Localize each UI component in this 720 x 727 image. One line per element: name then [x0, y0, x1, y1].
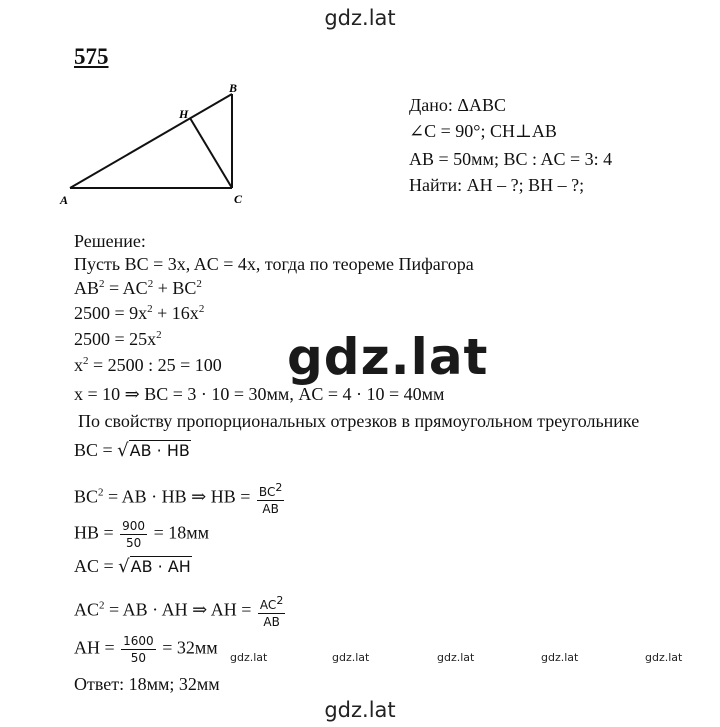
- label-h: H: [179, 107, 189, 121]
- solution-line-3: $2500 = 9x^2 + 16x^2$: [74, 303, 205, 323]
- watermark-top[interactable]: gdz.lat: [324, 6, 396, 30]
- answer-line: Ответ: 18мм; 32мм: [74, 674, 220, 694]
- label-c: C: [234, 192, 243, 206]
- given-line-3: AB = 50мм; BC : AC = 3: 4: [409, 149, 613, 169]
- formula-hb: $BC^2$ = AB · HB ⇒ HB = $\frac{BC^2}{AB}$: [74, 481, 283, 516]
- watermark-small-5[interactable]: gdz.lat: [645, 651, 683, 664]
- solution-line-4: $2500 = 25x^2$: [74, 329, 162, 349]
- watermark-small-1[interactable]: gdz.lat: [230, 651, 268, 664]
- formula-hb-value: HB = $\frac{900}{50}$ = 18мм: [74, 519, 209, 550]
- problem-number: 575: [74, 44, 109, 69]
- watermark-center[interactable]: gdz.lat: [287, 328, 489, 386]
- solution-heading: Решение:: [74, 231, 146, 251]
- side-ab: [70, 94, 232, 188]
- solution-line-2: $AB^2 = AC^2 + BC^2$: [74, 278, 202, 298]
- given-line-1: Дано: ΔABC: [409, 95, 506, 115]
- watermark-small-4[interactable]: gdz.lat: [541, 651, 579, 664]
- formula-ac-sqrt: AC = √AB · AH: [74, 556, 191, 577]
- watermark-small-3[interactable]: gdz.lat: [437, 651, 475, 664]
- sqrt-sign-icon: √: [117, 440, 129, 461]
- watermark-bottom[interactable]: gdz.lat: [324, 698, 396, 722]
- given-line-2: ∠C = 90°; CH⊥AB: [409, 121, 557, 141]
- formula-bc-sqrt: BC = √AB · HB: [74, 440, 190, 461]
- solution-line-7: По свойству пропорциональных отрезков в прямоугольном треугольнике: [78, 411, 640, 431]
- formula-ah: $AC^2$ = AB · AH ⇒ AH = $\frac{AC^2}{AB}$: [74, 594, 284, 629]
- solution-line-5: $x^2 = 2500$ : 25 = 100: [74, 355, 222, 375]
- sqrt-sign-icon: √: [118, 556, 130, 577]
- formula-ah-value: AH = $\frac{1600}{50}$ = 32мм: [74, 634, 218, 665]
- solution-line-6: x = 10 ⇒ BC = 3 · 10 = 30мм, AC = 4 · 10 = 40мм: [74, 384, 445, 404]
- label-a: A: [60, 193, 69, 207]
- triangle-figure: [55, 80, 255, 210]
- label-b: B: [229, 81, 238, 95]
- given-line-4: Найти: AH – ?; BH – ?;: [409, 175, 585, 195]
- altitude-ch: [190, 118, 232, 188]
- watermark-small-2[interactable]: gdz.lat: [332, 651, 370, 664]
- solution-line-1: Пусть BC = 3x, AC = 4x, тогда по теореме Пифагора: [74, 254, 474, 274]
